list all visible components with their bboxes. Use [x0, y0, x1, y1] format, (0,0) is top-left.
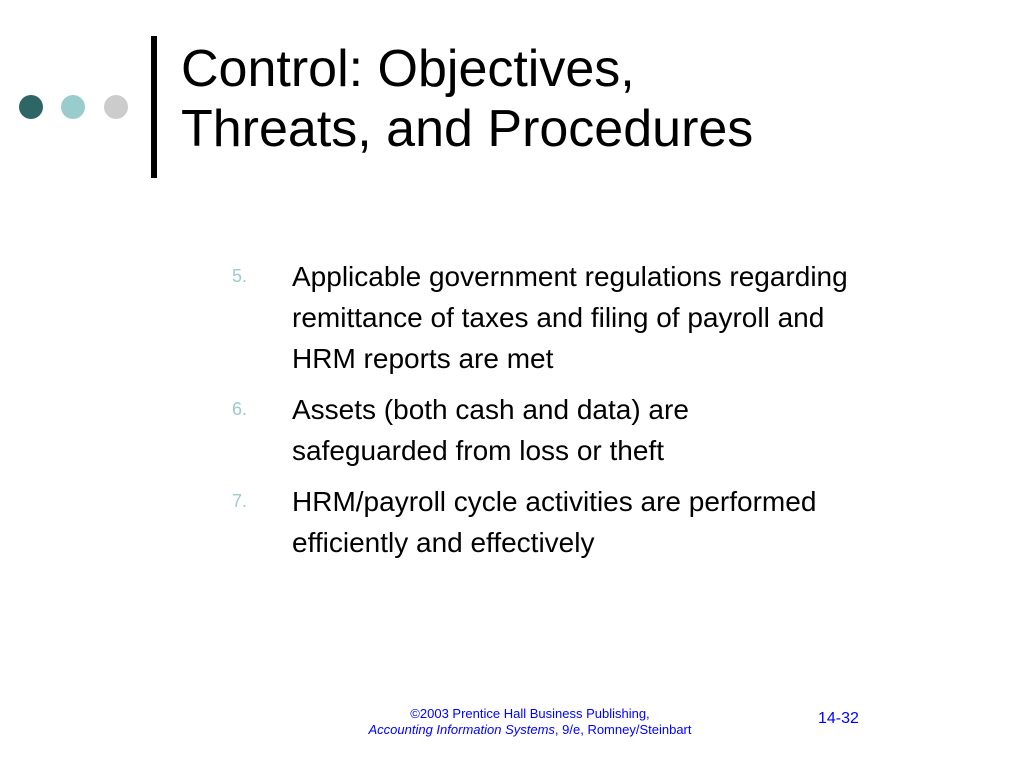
list-item	[232, 389, 852, 471]
list-item-number: 6.	[232, 399, 248, 419]
title-line-1: Control: Objectives,	[181, 40, 635, 98]
light-teal-dot-icon	[61, 95, 85, 119]
list-item-text: Applicable government regulations regarding remittance of taxes and filing of payroll and HRM reports are met	[292, 261, 848, 374]
book-title: Accounting Information Systems	[368, 722, 555, 737]
copyright-footer	[330, 706, 730, 738]
list-item-text: HRM/payroll cycle activities are performed efficiently and effectively	[292, 486, 817, 558]
dark-teal-dot-icon	[19, 95, 43, 119]
gray-dot-icon	[104, 95, 128, 119]
footer-edition-authors: , 9/e, Romney/Steinbart	[554, 722, 692, 737]
list-item	[232, 256, 852, 379]
objectives-list	[232, 256, 852, 573]
title-line-2: Threats, and Procedures	[181, 100, 754, 158]
list-item	[232, 481, 852, 563]
page-number: 14-32	[818, 710, 859, 727]
title-divider-bar	[151, 36, 157, 178]
footer-line-1: ©2003 Prentice Hall Business Publishing,	[410, 706, 650, 721]
list-item-number: 7.	[232, 491, 248, 511]
footer-line-2	[330, 722, 730, 738]
list-item-number: 5.	[232, 266, 248, 286]
slide-title	[181, 39, 981, 159]
list-item-text: Assets (both cash and data) are safeguarded from loss or theft	[292, 394, 689, 466]
